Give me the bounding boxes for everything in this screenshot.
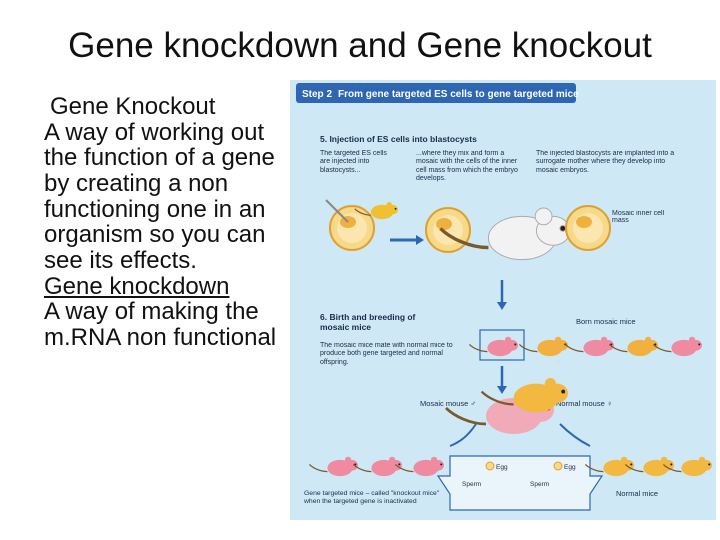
knockout-heading: Gene Knockout	[50, 93, 216, 120]
section6-text: The mosaic mice mate with normal mice to produce both gene targeted and normal offspring.	[320, 342, 453, 366]
normal-mouse-label: Normal mouse ♀	[556, 399, 613, 408]
slide-body	[44, 94, 284, 351]
knockdown-definition: A way of making the m.RNA non functional	[44, 298, 277, 352]
section5-col2: ...where they mix and form a mosaic with the cells of the inner cell mass from which the embryo develops.	[416, 150, 518, 183]
section5-col3: The injected blastocysts are implanted into a surrogate mother where they develop into mosaic embryos.	[536, 150, 675, 174]
slide-title: Gene knockdown and Gene knockout	[68, 26, 652, 65]
knockdown-heading: Gene knockdown	[44, 272, 230, 300]
egg-2-label: Egg	[564, 464, 576, 471]
implanted-embryo	[566, 206, 610, 250]
egg-1	[486, 462, 494, 470]
mosaic-mouse-label: Mosaic mouse ♂	[420, 399, 477, 408]
section6-title: 6. Birth and breeding of mosaic mice	[320, 312, 416, 332]
knockout-mice-figure	[290, 80, 716, 520]
mosaic-embryo	[426, 208, 470, 252]
section5-col1: The targeted ES cells are injected into blastocysts...	[320, 150, 387, 174]
blastocyst-injection-embryo	[330, 206, 374, 250]
normal-mice-caption: Normal mice	[616, 489, 659, 498]
born-mosaic-label: Born mosaic mice	[576, 317, 636, 326]
mosaic-inner-label: Mosaic inner cell mass	[612, 210, 665, 224]
section5-title: 5. Injection of ES cells into blastocysts	[320, 134, 477, 144]
gene-targeted-caption: Gene targeted mice – called "knockout mice" when the targeted gene is inactivated	[304, 490, 440, 506]
sperm-1-label: Sperm	[462, 481, 482, 488]
egg-2	[554, 462, 562, 470]
knockout-definition: A way of working out the function of a gene by creating a non functioning one in an organism so you can see its effects.	[44, 118, 275, 275]
sperm-2-label: Sperm	[530, 481, 550, 488]
step-label: Step 2	[302, 89, 333, 100]
egg-1-label: Egg	[496, 464, 508, 471]
step-title: From gene targeted ES cells to gene targeted mice	[338, 89, 579, 100]
